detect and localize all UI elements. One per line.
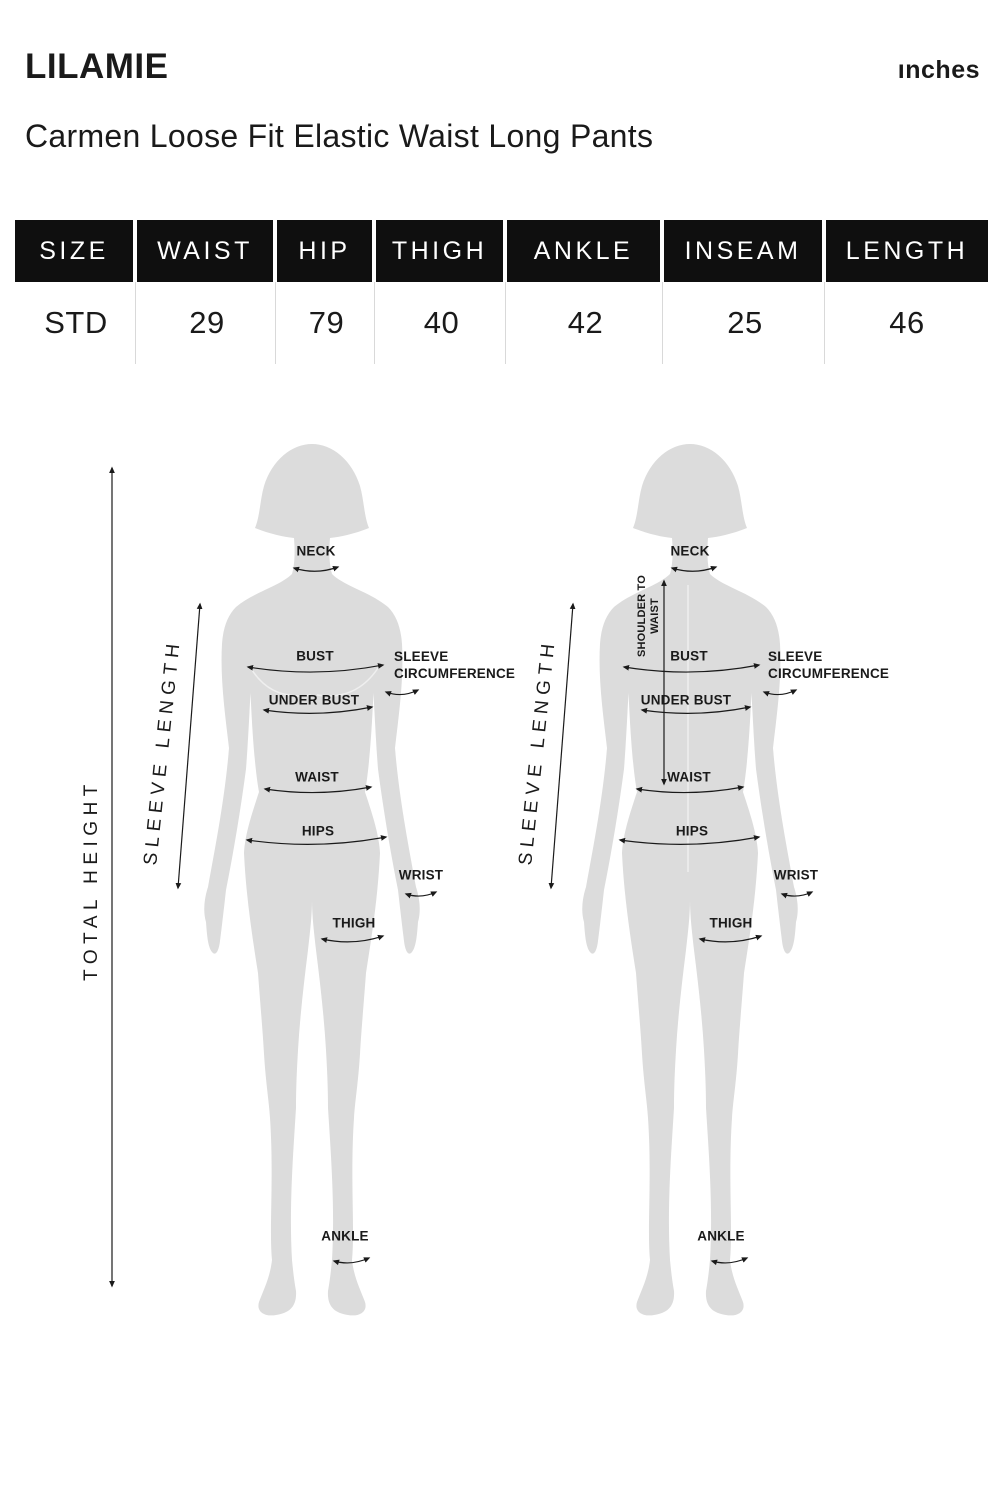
back-neck-label: NECK bbox=[670, 543, 710, 559]
front-neck-label: NECK bbox=[296, 543, 336, 559]
back-under-bust-label: UNDER BUST bbox=[640, 692, 732, 708]
size-table-cell: 29 bbox=[189, 305, 225, 340]
front-thigh-label: THIGH bbox=[332, 915, 376, 931]
size-table-header-cell: INSEAM bbox=[664, 220, 826, 282]
back-wrist-label: WRIST bbox=[773, 867, 819, 883]
size-table-cell: STD bbox=[44, 305, 108, 340]
brand-logo: LILAMIE bbox=[25, 47, 169, 86]
size-table-cell: 40 bbox=[423, 305, 460, 340]
back-ankle-label: ANKLE bbox=[697, 1228, 745, 1244]
units-label: ınches bbox=[897, 56, 980, 84]
size-table-cell: 25 bbox=[727, 305, 763, 340]
size-table-header-cell: LENGTH bbox=[826, 220, 988, 282]
back-waist-label: WAIST bbox=[667, 769, 711, 785]
size-table-cell: 46 bbox=[889, 305, 925, 340]
size-table-cell: 42 bbox=[567, 305, 604, 340]
back-sleeve-circumference-label: SLEEVE CIRCUMFERENCE bbox=[768, 649, 890, 681]
back-sleeve-length-label: SLEEVE LENGTH bbox=[515, 637, 560, 867]
total-height-label: TOTAL HEIGHT bbox=[81, 779, 102, 981]
front-ankle-label: ANKLE bbox=[321, 1228, 369, 1244]
product-title: Carmen Loose Fit Elastic Waist Long Pants bbox=[25, 118, 654, 154]
front-wrist-label: WRIST bbox=[398, 867, 444, 883]
front-waist-label: WAIST bbox=[295, 769, 339, 785]
front-sleeve-circumference-label: SLEEVE CIRCUMFERENCE bbox=[394, 649, 516, 681]
size-table-cell: 79 bbox=[308, 305, 345, 340]
front-under-bust-label: UNDER BUST bbox=[268, 692, 360, 708]
size-table-header-cell: HIP bbox=[277, 220, 376, 282]
size-table-header-cell: SIZE bbox=[15, 220, 137, 282]
size-table-header-cell: ANKLE bbox=[507, 220, 664, 282]
back-shoulder-to-waist-label: SHOULDER TO WAIST bbox=[636, 574, 661, 658]
back-bust-label: BUST bbox=[670, 648, 708, 664]
back-thigh-label: THIGH bbox=[709, 915, 753, 931]
size-table-header-cell: THIGH bbox=[376, 220, 507, 282]
front-silhouette bbox=[204, 444, 419, 1315]
front-bust-label: BUST bbox=[296, 648, 334, 664]
back-hips-label: HIPS bbox=[675, 823, 709, 839]
front-hips-label: HIPS bbox=[301, 823, 335, 839]
front-sleeve-length-label: SLEEVE LENGTH bbox=[140, 637, 185, 867]
size-table-header-cell: WAIST bbox=[137, 220, 277, 282]
back-silhouette bbox=[582, 444, 797, 1315]
